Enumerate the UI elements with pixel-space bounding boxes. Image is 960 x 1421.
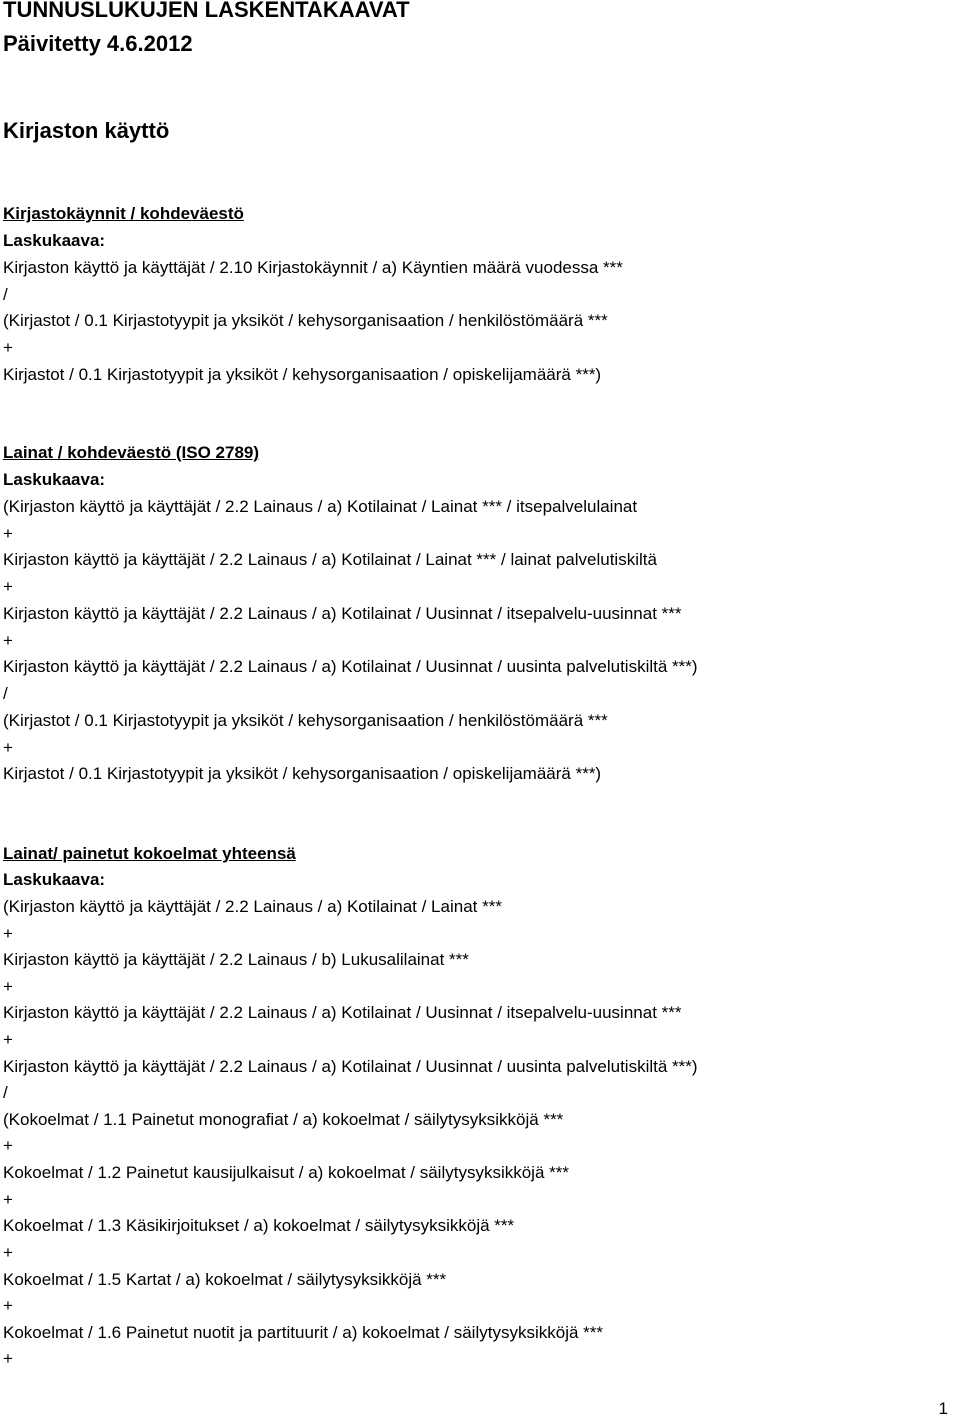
block-2-line: + [3,577,13,596]
block-3-line: Kirjaston käyttö ja käyttäjät / 2.2 Lainaus / b) Lukusalilainat *** [3,950,469,969]
block-3-line: (Kokoelmat / 1.1 Painetut monografiat / a) kokoelmat / säilytysyksikköjä *** [3,1110,564,1129]
block-3-label: Laskukaava: [3,870,106,889]
block-3-line: + [3,977,13,996]
block-2-subheading: Lainat / kohdeväestö (ISO 2789) [3,443,260,462]
block-3-line: Kokoelmat / 1.3 Käsikirjoitukset / a) kokoelmat / säilytysyksikköjä *** [3,1216,515,1235]
block-2-line: (Kirjastot / 0.1 Kirjastotyypit ja yksiköt / kehysorganisaation / henkilöstömäärä *** [3,711,608,730]
block-2-line: Kirjastot / 0.1 Kirjastotyypit ja yksiköt / kehysorganisaation / opiskelijamäärä ***) [3,764,602,783]
block-3-line: (Kirjaston käyttö ja käyttäjät / 2.2 Lainaus / a) Kotilainat / Lainat *** [3,897,502,916]
block-3-line: + [3,1136,13,1155]
block-3-line: + [3,924,13,943]
block-1-label: Laskukaava: [3,231,106,250]
block-2-line: + [3,524,13,543]
block-3-subheading: Lainat/ painetut kokoelmat yhteensä [3,844,296,863]
block-3-line: + [3,1190,13,1209]
block-3-line: + [3,1030,13,1049]
block-2-line: + [3,738,13,757]
block-2-line: Kirjaston käyttö ja käyttäjät / 2.2 Lainaus / a) Kotilainat / Lainat *** / lainat palvelutiskiltä [3,550,657,569]
section-title: Kirjaston käyttö [3,118,170,143]
document-updated-date: Päivitetty 4.6.2012 [3,31,193,56]
block-1-line: Kirjastot / 0.1 Kirjastotyypit ja yksiköt / kehysorganisaation / opiskelijamäärä ***) [3,365,602,384]
block-2-line: Kirjaston käyttö ja käyttäjät / 2.2 Lainaus / a) Kotilainat / Uusinnat / uusinta palvelutiskiltä ***) [3,657,698,676]
block-2-line: / [3,684,8,703]
block-3-line: + [3,1349,13,1368]
block-1-line: Kirjaston käyttö ja käyttäjät / 2.10 Kirjastokäynnit / a) Käyntien määrä vuodessa *** [3,258,623,277]
block-3-line: Kokoelmat / 1.5 Kartat / a) kokoelmat / säilytysyksikköjä *** [3,1270,447,1289]
block-3-line: Kokoelmat / 1.2 Painetut kausijulkaisut / a) kokoelmat / säilytysyksikköjä *** [3,1163,569,1182]
block-2-line: Kirjaston käyttö ja käyttäjät / 2.2 Lainaus / a) Kotilainat / Uusinnat / itsepalvelu-uusinnat *** [3,604,682,623]
page-number: 1 [938,1399,948,1418]
block-2-label: Laskukaava: [3,470,106,489]
block-3-line: Kirjaston käyttö ja käyttäjät / 2.2 Lainaus / a) Kotilainat / Uusinnat / uusinta palvelutiskiltä ***) [3,1057,698,1076]
block-2-line: (Kirjaston käyttö ja käyttäjät / 2.2 Lainaus / a) Kotilainat / Lainat *** / itsepalvelulainat [3,497,638,516]
block-3-line: Kokoelmat / 1.6 Painetut nuotit ja partituurit / a) kokoelmat / säilytysyksikköjä *** [3,1323,603,1342]
block-3-line: + [3,1243,13,1262]
document-title: TUNNUSLUKUJEN LASKENTAKAAVAT [3,0,410,22]
block-1-line: (Kirjastot / 0.1 Kirjastotyypit ja yksiköt / kehysorganisaation / henkilöstömäärä *** [3,311,608,330]
block-1-line: / [3,285,8,304]
block-3-line: + [3,1296,13,1315]
block-1-line: + [3,338,13,357]
block-1-subheading: Kirjastokäynnit / kohdeväestö [3,204,244,223]
block-3-line: / [3,1083,8,1102]
block-3-line: Kirjaston käyttö ja käyttäjät / 2.2 Lainaus / a) Kotilainat / Uusinnat / itsepalvelu-uusinnat *** [3,1003,682,1022]
block-2-line: + [3,631,13,650]
